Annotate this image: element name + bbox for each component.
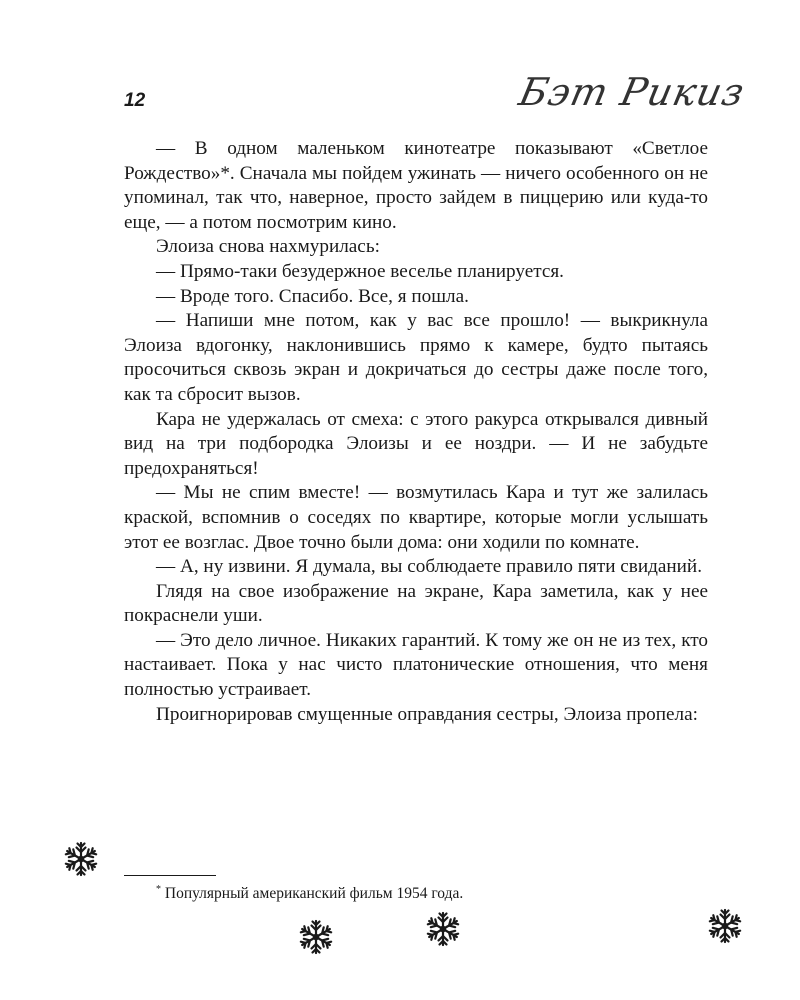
body-text	[124, 137, 708, 727]
page-number: 12	[124, 90, 146, 111]
paragraph: — Это дело личное. Никаких гарантий. К тому же он не из тех, кто настаивает. Пока у нас чисто платонические отношения, что меня полностью устраивает.	[124, 629, 708, 701]
paragraph: — Напиши мне потом, как у вас все прошло! — выкрикнула Элоиза вдогонку, наклонившись прямо к камере, будто пытаясь просочиться сквозь экран и докричаться до сестры даже после того, как та сбросит вызов.	[124, 310, 708, 405]
running-head-author: Бэт Рикиз	[515, 70, 749, 114]
snowflake-icon	[424, 910, 462, 948]
footnote	[156, 884, 463, 903]
footnote-divider	[124, 875, 216, 876]
snowflake-icon	[297, 918, 335, 956]
paragraph: Кара не удержалась от смеха: с этого ракурса открывался дивный вид на три подбородка Элоизы и ее ноздри. — И не забудьте предохраняться!	[124, 408, 708, 479]
paragraph: Глядя на свое изображение на экране, Кара заметила, как у нее покраснели уши.	[124, 580, 708, 627]
paragraph: — В одном маленьком кинотеатре показывают «Светлое Рождество»*. Сначала мы пойдем ужинать — ничего особенного он не упоминал, так что, наверное, просто зайдем в пиццерию или куда-то еще, — а потом посмотрим кино.	[124, 138, 708, 233]
paragraph: — Мы не спим вместе! — возмутилась Кара и тут же залилась краской, вспомнив о соседях по квартире, которые могли услышать этот ее возглас. Двое точно были дома: они ходили по комнате.	[124, 482, 708, 553]
paragraph: — Вроде того. Спасибо. Все, я пошла.	[156, 285, 469, 307]
footnote-marker: *	[156, 884, 161, 895]
paragraph: — Прямо-таки безудержное веселье планируется.	[156, 260, 564, 282]
paragraph: Проигнорировав смущенные оправдания сестры, Элоиза пропела:	[156, 703, 698, 725]
snowflake-icon	[62, 840, 100, 878]
snowflake-icon	[706, 907, 744, 945]
paragraph: — А, ну извини. Я думала, вы соблюдаете правило пяти свиданий.	[156, 556, 702, 578]
paragraph: Элоиза снова нахмурилась:	[156, 236, 380, 258]
footnote-text: Популярный американский фильм 1954 года.	[164, 885, 464, 903]
